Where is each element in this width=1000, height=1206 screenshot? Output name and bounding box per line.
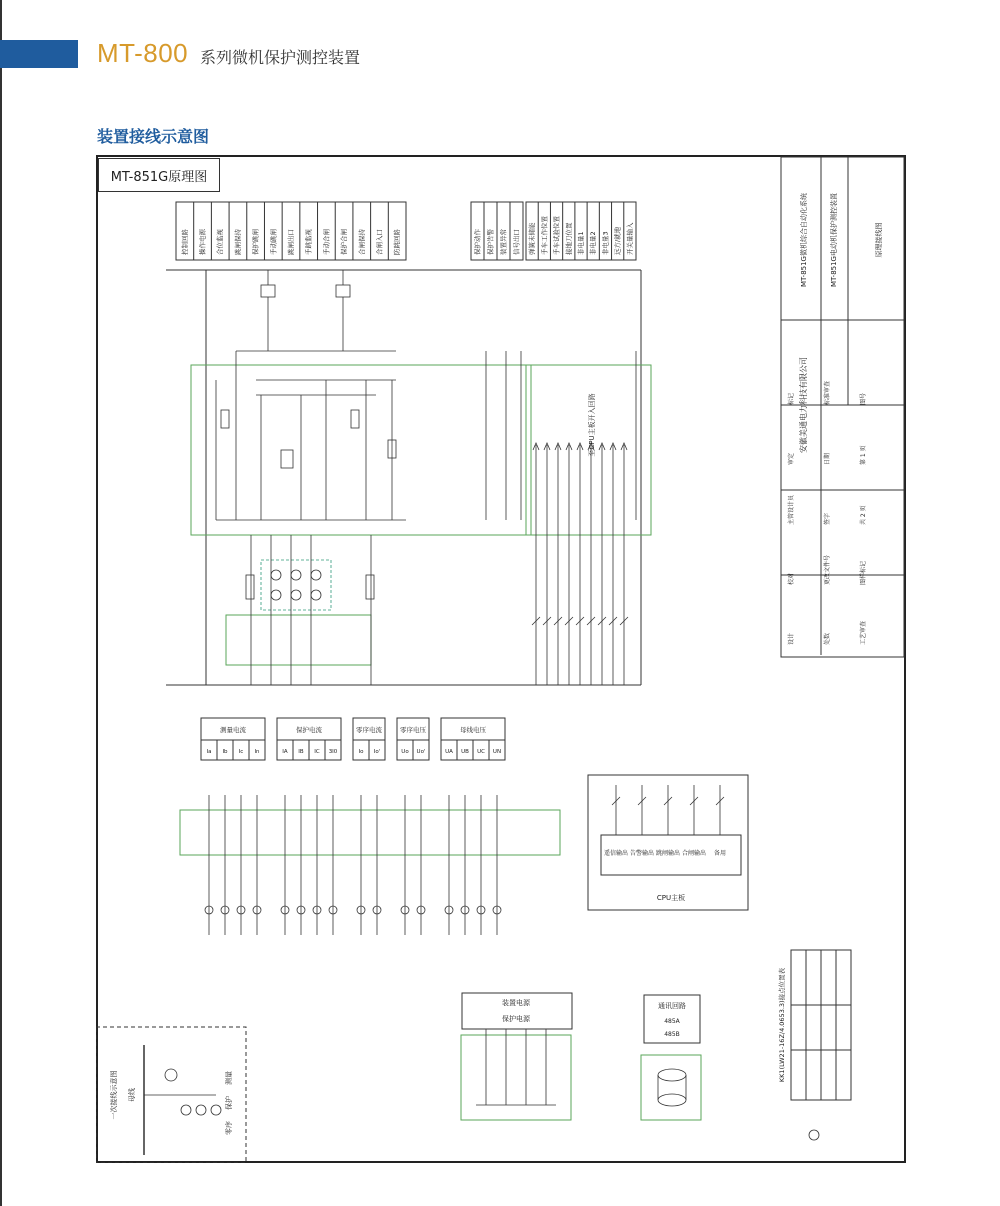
comm-485b: 485B [664,1031,680,1038]
control-header-item-12: 防跳回路 [393,229,402,255]
analog-group-1: 保护电流 [296,726,322,734]
title-field-9: 标准审查 [824,380,831,405]
input-header-item-1: 手车工作位置 [540,216,549,255]
relay-output-2: 跳闸输出 [655,850,681,857]
analog-item-3-0: Uo [401,749,409,755]
relay-output-1: 告警输出 [629,850,655,857]
analog-item-4-0: UA [445,749,453,755]
title-field-3: 审定 [788,452,795,465]
relay-output-0: 遥信输出 [603,850,629,857]
cpu-board-label: CPU主板 [656,894,686,902]
control-header-item-8: 手动合闸 [322,229,331,255]
input-header-item-7: 远方/就地 [613,226,622,255]
power-label-protection: 保护电源 [502,1015,530,1023]
relay-output-3: 合闸输出 [681,850,707,857]
wiring-diagram [96,155,906,1163]
relay-output-4: 备用 [713,850,727,857]
title-field-8: 日期 [824,452,831,465]
title-sheet: 原理接线图 [875,222,883,258]
input-header-item-6: 非电量3 [601,231,610,255]
signal-header-item-3: 信号出口 [512,229,521,255]
title-field-6: 更改文件号 [824,554,831,585]
analog-item-2-0: Io [358,749,364,755]
primary-label-zero: 零序 [225,1121,233,1135]
comm-label: 通讯回路 [658,1002,686,1010]
signal-header-item-1: 保护告警 [486,229,495,255]
primary-label-measure: 测量 [225,1071,233,1085]
control-header-item-4: 保护跳闸 [251,229,260,255]
switch-position-table [777,950,851,1140]
input-header-item-5: 非电量2 [589,231,598,255]
control-header-item-3: 跳闸保持 [233,229,242,255]
relay-output-box [588,775,748,910]
analog-item-0-3: In [254,749,260,755]
signal-header-table [471,202,523,260]
title-project: MT-851G微机综合自动化系统 [800,193,808,287]
analog-item-0-0: Ia [206,749,212,755]
control-header-item-6: 跳闸出口 [287,229,295,255]
signal-header-item-2: 装置异常 [499,229,508,255]
comm-485a: 485A [664,1018,680,1025]
product-series-subtitle: 系列微机保护测控装置 [200,48,361,67]
brand-bar [0,40,78,68]
title-field-4: 标记 [788,392,795,405]
power-label-device: 装置电源 [502,999,530,1007]
analog-item-1-1: IB [298,749,304,755]
title-drawing: MT-851G电动机保护测控装置 [830,193,838,287]
analog-group-3: 零序电压 [400,726,426,734]
analog-group-0: 测量电流 [220,726,246,734]
analog-item-4-3: UN [492,749,502,755]
title-field-7: 签字 [824,512,831,525]
control-header-item-0: 控制回路 [180,229,189,255]
analog-item-1-2: IC [314,749,320,755]
control-header-item-9: 保护合闸 [340,229,349,255]
title-block [781,157,904,657]
analog-item-1-3: 3I0 [328,749,338,755]
input-header-item-0: 弹簧未储能 [528,222,537,255]
control-header-item-1: 操作电源 [198,229,207,255]
signal-header-item-0: 保护动作 [473,229,482,255]
analog-group-4: 母线电压 [460,726,486,734]
title-field-5: 处数 [824,632,831,645]
input-header-item-3: 接地刀位置 [564,222,573,255]
power-header-table [462,993,572,1029]
analog-item-4-2: UC [477,749,485,755]
page-left-rule [0,0,2,1206]
primary-label-protect: 保护 [225,1096,233,1110]
input-header-table [526,202,636,260]
analog-group-2: 零序电流 [356,726,382,734]
section-title: 装置接线示意图 [97,127,210,146]
comm-header-table [644,995,700,1043]
analog-item-2-1: Io' [373,749,381,755]
control-header-item-7: 手跳监视 [304,229,313,255]
input-header-item-8: 开关量输入 [625,222,634,255]
title-field-11: 图样标记 [860,560,867,585]
analog-item-3-1: Uo' [416,749,426,755]
title-field-2: 主管设计员 [788,494,795,525]
control-header-table [176,202,406,260]
title-field-0: 设计 [788,632,795,645]
title-field-13: 第 1 页 [860,445,867,465]
analog-item-4-1: UB [461,749,469,755]
cpu-input-label: 至CPU主板开入回路 [588,393,596,457]
analog-item-0-2: Ic [238,749,244,755]
input-header-item-2: 手车试验位置 [552,216,561,255]
product-series-title: MT-800 [97,38,189,68]
control-header-item-5: 手动跳闸 [269,229,278,255]
analog-item-0-1: Ib [222,749,228,755]
control-header-item-10: 合闸保持 [357,229,366,255]
input-header-item-4: 非电量1 [577,231,585,255]
diagram-label: MT-851G原理图 [98,158,220,192]
primary-one-line-diagram [96,1027,246,1163]
analog-input-header [201,718,505,760]
switch-title: KK1(LW21-16Z/4.0653.3)接点位置表 [778,967,786,1083]
analog-item-1-0: IA [282,749,288,755]
title-field-12: 共 2 页 [860,505,867,525]
title-field-1: 校对 [788,572,795,585]
control-header-item-11: 合闸入口 [375,229,384,255]
primary-title: 一次接线示意图 [110,1070,118,1120]
control-header-item-2: 合位监视 [216,229,225,255]
primary-bus: 母线 [128,1088,136,1102]
title-field-10: 工艺审查 [860,620,867,645]
title-field-14: 图号 [860,392,867,405]
title-company: 安徽美通电力科技有限公司 [799,357,808,453]
